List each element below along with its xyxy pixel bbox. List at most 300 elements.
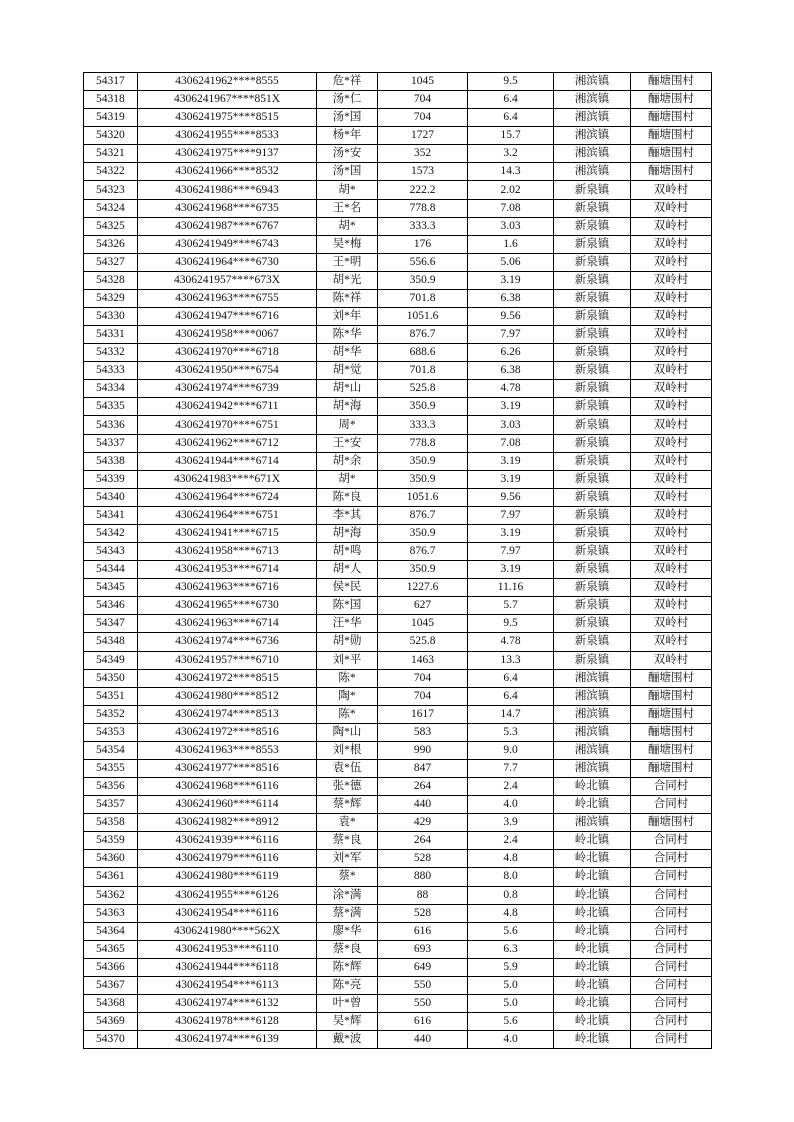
amount-cell: 880 (378, 868, 468, 886)
table-row (84, 940, 712, 958)
village-cell: 双岭村 (631, 488, 712, 506)
town-cell: 岭北镇 (554, 868, 631, 886)
amount-cell: 1045 (378, 73, 468, 91)
person-name-cell: 胡*觉 (317, 362, 378, 380)
table-row (84, 344, 712, 362)
quantity-cell: 9.5 (468, 73, 554, 91)
town-cell: 新泉镇 (554, 597, 631, 615)
row-number-cell: 54335 (84, 398, 138, 416)
person-name-cell: 陈*华 (317, 326, 378, 344)
quantity-cell: 8.0 (468, 868, 554, 886)
quantity-cell: 1.6 (468, 235, 554, 253)
town-cell: 新泉镇 (554, 253, 631, 271)
town-cell: 岭北镇 (554, 850, 631, 868)
amount-cell: 333.3 (378, 416, 468, 434)
village-cell: 酾塘围村 (631, 145, 712, 163)
table-row (84, 669, 712, 687)
id-number-cell: 4306241979****6116 (138, 850, 317, 868)
id-number-cell: 4306241953****6714 (138, 561, 317, 579)
village-cell: 酾塘围村 (631, 741, 712, 759)
table-row (84, 868, 712, 886)
row-number-cell: 54332 (84, 344, 138, 362)
table-row (84, 181, 712, 199)
quantity-cell: 3.19 (468, 470, 554, 488)
person-name-cell: 廖*华 (317, 922, 378, 940)
id-number-cell: 4306241962****6712 (138, 434, 317, 452)
table-row (84, 633, 712, 651)
id-number-cell: 4306241974****8513 (138, 705, 317, 723)
amount-cell: 429 (378, 814, 468, 832)
person-name-cell: 胡*勋 (317, 633, 378, 651)
quantity-cell: 5.6 (468, 922, 554, 940)
quantity-cell: 3.9 (468, 814, 554, 832)
id-number-cell: 4306241983****671X (138, 470, 317, 488)
row-number-cell: 54359 (84, 832, 138, 850)
person-name-cell: 胡*鸣 (317, 543, 378, 561)
village-cell: 酾塘围村 (631, 163, 712, 181)
village-cell: 酾塘围村 (631, 109, 712, 127)
village-cell: 合同村 (631, 994, 712, 1012)
amount-cell: 627 (378, 597, 468, 615)
id-number-cell: 4306241974****6139 (138, 1031, 317, 1049)
village-cell: 酾塘围村 (631, 669, 712, 687)
person-name-cell: 汤*仁 (317, 91, 378, 109)
amount-cell: 440 (378, 796, 468, 814)
amount-cell: 88 (378, 886, 468, 904)
village-cell: 酾塘围村 (631, 687, 712, 705)
person-name-cell: 涂*满 (317, 886, 378, 904)
row-number-cell: 54320 (84, 127, 138, 145)
village-cell: 酾塘围村 (631, 73, 712, 91)
amount-cell: 990 (378, 741, 468, 759)
id-number-cell: 4306241982****8912 (138, 814, 317, 832)
person-name-cell: 蔡* (317, 868, 378, 886)
table-row (84, 543, 712, 561)
person-name-cell: 胡* (317, 181, 378, 199)
quantity-cell: 4.8 (468, 850, 554, 868)
table-row (84, 741, 712, 759)
town-cell: 湘滨镇 (554, 145, 631, 163)
town-cell: 新泉镇 (554, 416, 631, 434)
table-row (84, 362, 712, 380)
amount-cell: 778.8 (378, 434, 468, 452)
quantity-cell: 7.7 (468, 759, 554, 777)
person-name-cell: 胡*海 (317, 398, 378, 416)
quantity-cell: 7.97 (468, 543, 554, 561)
person-name-cell: 胡* (317, 217, 378, 235)
town-cell: 岭北镇 (554, 1031, 631, 1049)
town-cell: 新泉镇 (554, 344, 631, 362)
quantity-cell: 5.06 (468, 253, 554, 271)
village-cell: 双岭村 (631, 308, 712, 326)
row-number-cell: 54344 (84, 561, 138, 579)
row-number-cell: 54333 (84, 362, 138, 380)
table-row (84, 524, 712, 542)
row-number-cell: 54319 (84, 109, 138, 127)
town-cell: 岭北镇 (554, 922, 631, 940)
row-number-cell: 54367 (84, 976, 138, 994)
amount-cell: 176 (378, 235, 468, 253)
town-cell: 新泉镇 (554, 579, 631, 597)
quantity-cell: 2.02 (468, 181, 554, 199)
id-number-cell: 4306241960****6114 (138, 796, 317, 814)
amount-cell: 525.8 (378, 633, 468, 651)
quantity-cell: 6.26 (468, 344, 554, 362)
table-row (84, 651, 712, 669)
row-number-cell: 54336 (84, 416, 138, 434)
town-cell: 湘滨镇 (554, 73, 631, 91)
quantity-cell: 6.38 (468, 362, 554, 380)
id-number-cell: 4306241944****6714 (138, 452, 317, 470)
person-name-cell: 刘*军 (317, 850, 378, 868)
amount-cell: 350.9 (378, 271, 468, 289)
person-name-cell: 吴*梅 (317, 235, 378, 253)
village-cell: 双岭村 (631, 470, 712, 488)
id-number-cell: 4306241986****6943 (138, 181, 317, 199)
person-name-cell: 汪*华 (317, 615, 378, 633)
table-row (84, 145, 712, 163)
person-name-cell: 陈*亮 (317, 976, 378, 994)
table-row (84, 289, 712, 307)
town-cell: 新泉镇 (554, 488, 631, 506)
table-row (84, 127, 712, 145)
id-number-cell: 4306241954****6113 (138, 976, 317, 994)
amount-cell: 350.9 (378, 470, 468, 488)
town-cell: 新泉镇 (554, 651, 631, 669)
town-cell: 新泉镇 (554, 199, 631, 217)
person-name-cell: 蔡*良 (317, 940, 378, 958)
quantity-cell: 7.97 (468, 506, 554, 524)
amount-cell: 704 (378, 669, 468, 687)
row-number-cell: 54352 (84, 705, 138, 723)
village-cell: 合同村 (631, 886, 712, 904)
amount-cell: 350.9 (378, 452, 468, 470)
person-name-cell: 周* (317, 416, 378, 434)
id-number-cell: 4306241939****6116 (138, 832, 317, 850)
row-number-cell: 54368 (84, 994, 138, 1012)
row-number-cell: 54322 (84, 163, 138, 181)
amount-cell: 704 (378, 109, 468, 127)
town-cell: 岭北镇 (554, 976, 631, 994)
table-row (84, 217, 712, 235)
amount-cell: 876.7 (378, 326, 468, 344)
table-row (84, 886, 712, 904)
table-row (84, 1013, 712, 1031)
quantity-cell: 0.8 (468, 886, 554, 904)
table-row (84, 723, 712, 741)
person-name-cell: 袁* (317, 814, 378, 832)
quantity-cell: 11.16 (468, 579, 554, 597)
amount-cell: 350.9 (378, 398, 468, 416)
table-row (84, 452, 712, 470)
table-row (84, 1031, 712, 1049)
town-cell: 新泉镇 (554, 308, 631, 326)
amount-cell: 550 (378, 976, 468, 994)
row-number-cell: 54325 (84, 217, 138, 235)
id-number-cell: 4306241970****6718 (138, 344, 317, 362)
town-cell: 新泉镇 (554, 524, 631, 542)
id-number-cell: 4306241975****9137 (138, 145, 317, 163)
id-number-cell: 4306241964****6730 (138, 253, 317, 271)
table-row (84, 434, 712, 452)
quantity-cell: 14.3 (468, 163, 554, 181)
table-row (84, 506, 712, 524)
amount-cell: 350.9 (378, 561, 468, 579)
village-cell: 双岭村 (631, 344, 712, 362)
quantity-cell: 7.08 (468, 434, 554, 452)
row-number-cell: 54321 (84, 145, 138, 163)
village-cell: 双岭村 (631, 506, 712, 524)
table-row (84, 561, 712, 579)
quantity-cell: 4.8 (468, 904, 554, 922)
town-cell: 岭北镇 (554, 1013, 631, 1031)
row-number-cell: 54329 (84, 289, 138, 307)
table-row (84, 308, 712, 326)
person-name-cell: 胡*海 (317, 524, 378, 542)
table-row (84, 687, 712, 705)
person-name-cell: 戴*波 (317, 1031, 378, 1049)
quantity-cell: 14.7 (468, 705, 554, 723)
quantity-cell: 3.19 (468, 398, 554, 416)
amount-cell: 847 (378, 759, 468, 777)
village-cell: 合同村 (631, 976, 712, 994)
row-number-cell: 54346 (84, 597, 138, 615)
town-cell: 新泉镇 (554, 561, 631, 579)
amount-cell: 1045 (378, 615, 468, 633)
id-number-cell: 4306241980****8512 (138, 687, 317, 705)
id-number-cell: 4306241957****6710 (138, 651, 317, 669)
town-cell: 新泉镇 (554, 615, 631, 633)
row-number-cell: 54355 (84, 759, 138, 777)
quantity-cell: 3.2 (468, 145, 554, 163)
village-cell: 双岭村 (631, 398, 712, 416)
village-cell: 双岭村 (631, 199, 712, 217)
village-cell: 双岭村 (631, 181, 712, 199)
table-row (84, 922, 712, 940)
person-name-cell: 吴*辉 (317, 1013, 378, 1031)
table-row (84, 163, 712, 181)
town-cell: 新泉镇 (554, 633, 631, 651)
id-number-cell: 4306241958****6713 (138, 543, 317, 561)
table-row (84, 796, 712, 814)
town-cell: 新泉镇 (554, 289, 631, 307)
amount-cell: 528 (378, 904, 468, 922)
amount-cell: 264 (378, 778, 468, 796)
id-number-cell: 4306241974****6736 (138, 633, 317, 651)
row-number-cell: 54365 (84, 940, 138, 958)
village-cell: 合同村 (631, 868, 712, 886)
quantity-cell: 5.0 (468, 994, 554, 1012)
table-row (84, 615, 712, 633)
town-cell: 新泉镇 (554, 452, 631, 470)
id-number-cell: 4306241958****0067 (138, 326, 317, 344)
id-number-cell: 4306241980****6119 (138, 868, 317, 886)
person-name-cell: 蔡*良 (317, 832, 378, 850)
quantity-cell: 7.08 (468, 199, 554, 217)
amount-cell: 350.9 (378, 524, 468, 542)
town-cell: 湘滨镇 (554, 109, 631, 127)
row-number-cell: 54339 (84, 470, 138, 488)
person-name-cell: 袁*伍 (317, 759, 378, 777)
quantity-cell: 3.19 (468, 271, 554, 289)
village-cell: 双岭村 (631, 452, 712, 470)
row-number-cell: 54324 (84, 199, 138, 217)
table-row (84, 253, 712, 271)
village-cell: 合同村 (631, 796, 712, 814)
village-cell: 双岭村 (631, 416, 712, 434)
town-cell: 新泉镇 (554, 235, 631, 253)
person-name-cell: 侯*民 (317, 579, 378, 597)
quantity-cell: 3.03 (468, 217, 554, 235)
row-number-cell: 54323 (84, 181, 138, 199)
person-name-cell: 胡* (317, 470, 378, 488)
person-name-cell: 陈*良 (317, 488, 378, 506)
row-number-cell: 54318 (84, 91, 138, 109)
amount-cell: 1573 (378, 163, 468, 181)
quantity-cell: 6.38 (468, 289, 554, 307)
quantity-cell: 5.9 (468, 958, 554, 976)
id-number-cell: 4306241957****673X (138, 271, 317, 289)
amount-cell: 1051.6 (378, 488, 468, 506)
person-name-cell: 陈*国 (317, 597, 378, 615)
row-number-cell: 54354 (84, 741, 138, 759)
table-row (84, 705, 712, 723)
id-number-cell: 4306241949****6743 (138, 235, 317, 253)
village-cell: 双岭村 (631, 235, 712, 253)
row-number-cell: 54334 (84, 380, 138, 398)
row-number-cell: 54341 (84, 506, 138, 524)
table-row (84, 850, 712, 868)
town-cell: 岭北镇 (554, 940, 631, 958)
table-row (84, 597, 712, 615)
quantity-cell: 6.4 (468, 109, 554, 127)
amount-cell: 1727 (378, 127, 468, 145)
table-row (84, 976, 712, 994)
town-cell: 湘滨镇 (554, 705, 631, 723)
person-name-cell: 杨*年 (317, 127, 378, 145)
id-number-cell: 4306241972****8515 (138, 669, 317, 687)
table-row (84, 759, 712, 777)
row-number-cell: 54357 (84, 796, 138, 814)
row-number-cell: 54349 (84, 651, 138, 669)
person-name-cell: 王*安 (317, 434, 378, 452)
person-name-cell: 胡*山 (317, 380, 378, 398)
table-row (84, 994, 712, 1012)
quantity-cell: 5.7 (468, 597, 554, 615)
quantity-cell: 9.56 (468, 488, 554, 506)
quantity-cell: 2.4 (468, 778, 554, 796)
village-cell: 双岭村 (631, 380, 712, 398)
table-row (84, 73, 712, 91)
town-cell: 新泉镇 (554, 506, 631, 524)
town-cell: 新泉镇 (554, 434, 631, 452)
amount-cell: 1617 (378, 705, 468, 723)
person-name-cell: 刘*年 (317, 308, 378, 326)
quantity-cell: 5.6 (468, 1013, 554, 1031)
quantity-cell: 6.3 (468, 940, 554, 958)
table-row (84, 326, 712, 344)
village-cell: 合同村 (631, 940, 712, 958)
table-row (84, 199, 712, 217)
quantity-cell: 13.3 (468, 651, 554, 669)
village-cell: 合同村 (631, 1031, 712, 1049)
town-cell: 岭北镇 (554, 994, 631, 1012)
town-cell: 岭北镇 (554, 958, 631, 976)
town-cell: 新泉镇 (554, 470, 631, 488)
person-name-cell: 汤*国 (317, 163, 378, 181)
amount-cell: 550 (378, 994, 468, 1012)
row-number-cell: 54362 (84, 886, 138, 904)
row-number-cell: 54330 (84, 308, 138, 326)
amount-cell: 704 (378, 91, 468, 109)
town-cell: 新泉镇 (554, 326, 631, 344)
row-number-cell: 54328 (84, 271, 138, 289)
id-number-cell: 4306241968****6735 (138, 199, 317, 217)
village-cell: 双岭村 (631, 615, 712, 633)
id-number-cell: 4306241964****6724 (138, 488, 317, 506)
person-name-cell: 汤*国 (317, 109, 378, 127)
id-number-cell: 4306241972****8516 (138, 723, 317, 741)
village-cell: 双岭村 (631, 271, 712, 289)
table-row (84, 380, 712, 398)
person-name-cell: 张*德 (317, 778, 378, 796)
quantity-cell: 3.19 (468, 524, 554, 542)
town-cell: 岭北镇 (554, 778, 631, 796)
row-number-cell: 54345 (84, 579, 138, 597)
row-number-cell: 54347 (84, 615, 138, 633)
quantity-cell: 9.5 (468, 615, 554, 633)
quantity-cell: 15.7 (468, 127, 554, 145)
village-cell: 双岭村 (631, 651, 712, 669)
row-number-cell: 54337 (84, 434, 138, 452)
town-cell: 湘滨镇 (554, 163, 631, 181)
quantity-cell: 3.19 (468, 561, 554, 579)
town-cell: 岭北镇 (554, 904, 631, 922)
table-row (84, 814, 712, 832)
table-row (84, 778, 712, 796)
village-cell: 双岭村 (631, 597, 712, 615)
person-name-cell: 危*祥 (317, 73, 378, 91)
id-number-cell: 4306241963****6716 (138, 579, 317, 597)
quantity-cell: 9.56 (468, 308, 554, 326)
amount-cell: 876.7 (378, 506, 468, 524)
id-number-cell: 4306241987****6767 (138, 217, 317, 235)
amount-cell: 876.7 (378, 543, 468, 561)
row-number-cell: 54348 (84, 633, 138, 651)
town-cell: 湘滨镇 (554, 127, 631, 145)
person-name-cell: 陈* (317, 705, 378, 723)
row-number-cell: 54338 (84, 452, 138, 470)
table-row (84, 398, 712, 416)
row-number-cell: 54363 (84, 904, 138, 922)
table-row (84, 904, 712, 922)
town-cell: 湘滨镇 (554, 91, 631, 109)
town-cell: 新泉镇 (554, 271, 631, 289)
table-body (84, 73, 712, 1049)
village-cell: 合同村 (631, 850, 712, 868)
amount-cell: 701.8 (378, 289, 468, 307)
town-cell: 新泉镇 (554, 217, 631, 235)
village-cell: 双岭村 (631, 543, 712, 561)
table-row (84, 91, 712, 109)
row-number-cell: 54356 (84, 778, 138, 796)
row-number-cell: 54364 (84, 922, 138, 940)
town-cell: 新泉镇 (554, 380, 631, 398)
id-number-cell: 4306241963****6714 (138, 615, 317, 633)
village-cell: 双岭村 (631, 434, 712, 452)
person-name-cell: 叶*曾 (317, 994, 378, 1012)
town-cell: 湘滨镇 (554, 759, 631, 777)
